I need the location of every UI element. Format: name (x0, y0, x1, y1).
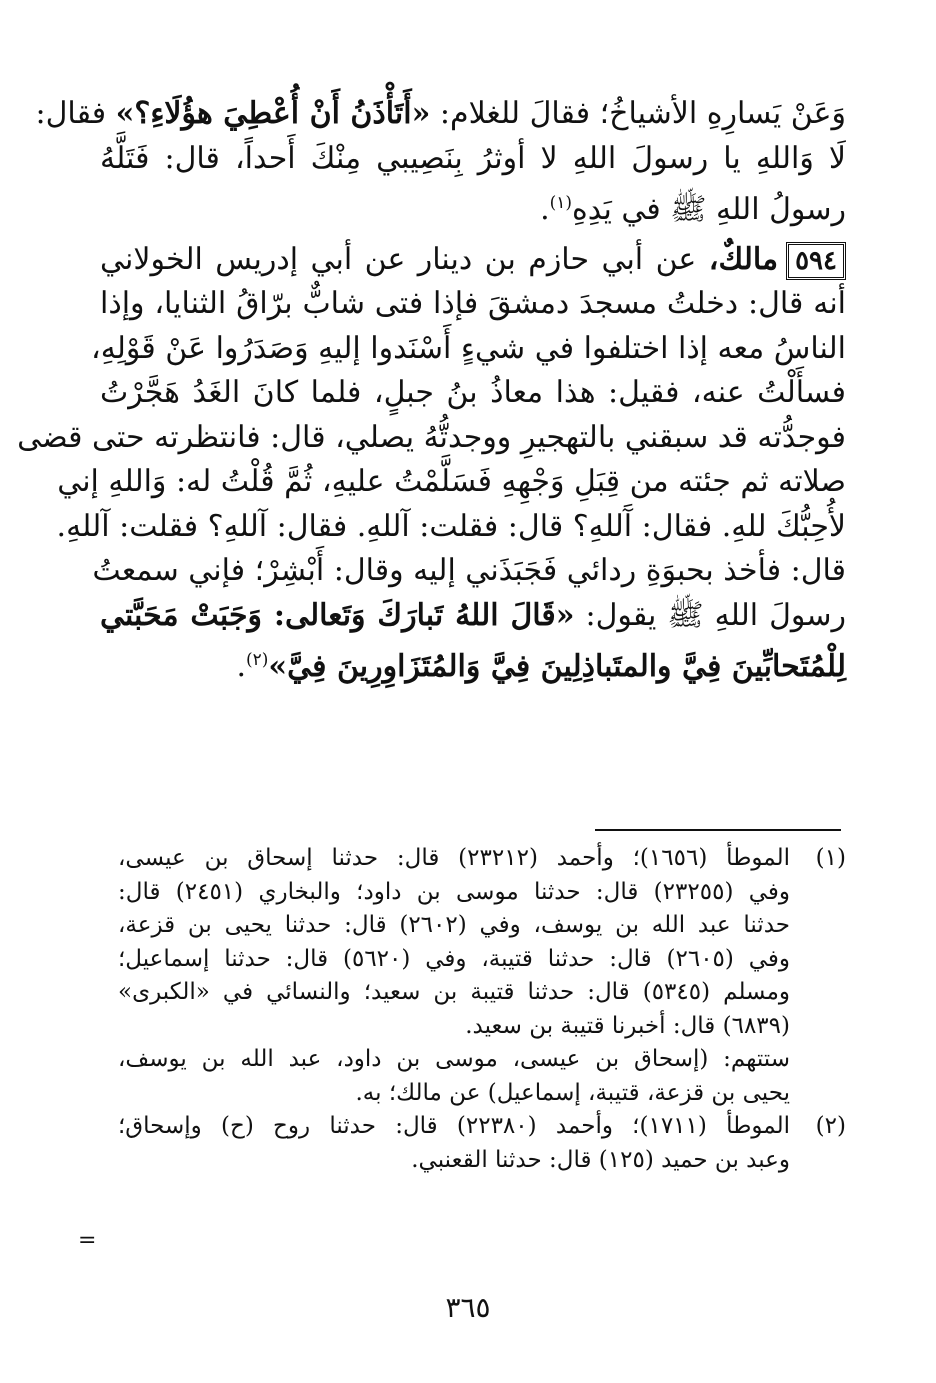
footnote-text: ومسلم (٥٣٤٥) قال: حدثنا قتيبة بن سعيد؛ والنسائي في «الكبرى» (118, 979, 790, 1005)
text-span: فسأَلْتُ عنه، فقيل: هذا معاذُ بنُ جبلٍ، فلما كانَ الغَدُ هَجَّرْتُ (100, 375, 846, 410)
footnote-line (100, 976, 846, 1010)
footnote-text: وعبد بن حميد (١٢٥) قال: حدثنا القعنبي. (411, 1146, 790, 1173)
footnote-line (100, 1144, 846, 1178)
footnote-text: وفي (٢٦٠٥) قال: حدثنا قتيبة، وفي (٥٦٢٠) قال: حدثنا إسماعيل؛ (118, 945, 791, 972)
text-line (100, 371, 846, 416)
text-line (100, 594, 846, 639)
text-line (100, 181, 846, 226)
hadith-number-badge: ٥٩٤ (786, 242, 846, 280)
footnote-text: وفي (٢٣٢٥٥) قال: حدثنا موسى بن داود؛ والبخاري (٢٤٥١) قال: (118, 878, 790, 905)
text-line (100, 282, 846, 327)
text-span: لأُحِبُّكَ للهِ. فقال: آَللهِ؟ قال: فقلت: آللهِ. فقال: آللهِ؟ فقلت: آللهِ. (56, 508, 846, 544)
text-line (91, 327, 846, 372)
text-span: لَا وَاللهِ يا رسولَ اللهِ لا أوثرُ بِنَصِيبي مِنْكَ أَحداً، قال: فَتَلَّهُ (100, 140, 846, 176)
text-span: رسولُ اللهِ ﷺ في يَدِهِ (572, 192, 846, 227)
footnote-text: ستتهم: (إسحاق بن عيسى، موسى بن داود، عبد الله بن يوسف، (118, 1046, 790, 1072)
text-span: . (236, 649, 246, 684)
page-number: ٣٦٥ (445, 1291, 491, 1324)
text-span: فقال: (35, 96, 116, 131)
footnote-text: الموطأ (١٦٥٦)؛ وأحمد (٢٣٢١٢) قال: حدثنا إسحاق بن عيسى، (118, 845, 790, 871)
text-span: عن أبي حازم بن دينار عن أبي إدريس الخولاني (100, 241, 709, 277)
hadith-quote: «أَتَأْذَنُ أَنْ أُعْطِيَ هؤُلَاءِ؟» (115, 96, 431, 131)
hadith-quote: «قَالَ اللهُ تَبارَكَ وَتَعالى: وَجَبَتْ مَحَبَّتي (100, 597, 575, 633)
hadith-quote: لِلْمُتَحابِّينَ فِيَّ والمتَباذِلِينَ فِيَّ وَالمُتَزَاوِرِينَ فِيَّ» (268, 649, 846, 684)
footnote-text: (٦٨٣٩) قال: أخبرنا قتيبة بن سعيد. (465, 1012, 790, 1039)
text-span: . (540, 192, 550, 227)
footnote-line (100, 909, 846, 943)
footnote-ref[interactable]: (١) (549, 193, 573, 213)
footnote-line (100, 943, 846, 977)
text-line (57, 460, 846, 505)
footnote-line (100, 1077, 846, 1111)
footnotes (100, 842, 846, 1177)
text-line (100, 638, 846, 683)
text-span: صلاته ثم جئته من قِبَلِ وَجْهِهِ فَسَلَّمْتُ عليهِ، ثُمَّ قُلْتُ له: وَاللهِ إني (57, 464, 846, 499)
text-line (56, 505, 846, 550)
footnote-text: يحيى بن قزعة، قتيبة، إسماعيل) عن مالك؛ به. (355, 1079, 790, 1106)
footnote-line (100, 876, 846, 910)
footnote-line (100, 1110, 846, 1144)
text-line (92, 549, 846, 594)
text-line (100, 238, 846, 283)
text-line (100, 137, 846, 182)
footnote-line (100, 842, 846, 876)
main-text (17, 92, 846, 684)
text-span: أنه قال: دخلتُ مسجدَ دمشقَ فإذا فتى شابٌّ برّاقُ الثنايا، وإذا (100, 286, 846, 321)
text-span: قال: فأخذ بحبوَةِ ردائي فَجَبَذَني إليه وقال: أَبْشِرْ؛ فإني سمعتُ (92, 553, 846, 588)
footnote-text: حدثنا عبد الله بن يوسف، وفي (٢٦٠٢) قال: حدثنا يحيى بن قزعة، (118, 912, 790, 938)
footnote-separator (595, 829, 841, 831)
text-span: الناسُ معه إذا اختلفوا في شيءٍ أَسْنَدوا إليهِ وَصَدَرُوا عَنْ قَوْلِهِ، (91, 330, 846, 366)
footnote-text: الموطأ (١٧١١)؛ وأحمد (٢٢٣٨٠) قال: حدثنا روح (ح) وإسحاق؛ (118, 1113, 790, 1139)
text-span: وَعَنْ يَسارِهِ الأشياخُ؛ فقالَ للغلام: (430, 96, 846, 131)
text-span: فوجدُّته قد سبقني بالتهجيرِ ووجدتُّهُ يصلي، قال: فانتظرته حتى قضى (17, 419, 846, 455)
footnote-number: (١) (815, 845, 846, 871)
footnote-line (100, 1043, 846, 1077)
text-span: رسولَ اللهِ ﷺ يقول: (574, 597, 846, 633)
continuation-mark: = (78, 1228, 97, 1253)
narrator-name: مالكٌ، (708, 241, 779, 277)
footnote-line (100, 1010, 846, 1044)
footnote-ref[interactable]: (٢) (246, 650, 269, 670)
text-line (35, 92, 846, 137)
footnote-number: (٢) (815, 1113, 846, 1139)
text-line (17, 416, 846, 461)
